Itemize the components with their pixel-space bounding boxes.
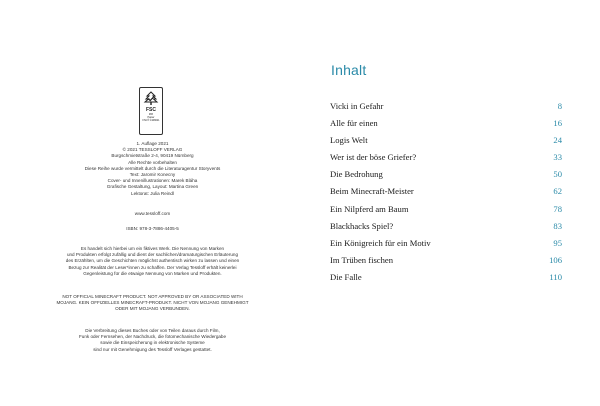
fsc-logo [139,87,163,135]
toc-entry-title: Alle für einen [330,118,378,129]
toc-entry-page: 106 [549,254,562,265]
disclaimer-line: Bezug zur Realität der Leser*innen zu schaffen. Der Verlag Tessloff erhält keinerlei [68,264,237,270]
toc-entry-page: 33 [553,152,562,163]
imprint-line: Grafische Gestaltung, Layout: Martina Green [106,184,199,190]
isbn-text: ISBN: 978-3-7886-4405-5 [126,226,179,231]
toc-entry [330,203,562,220]
toc-entry-title: Beim Minecraft-Meister [330,186,414,197]
toc-entry-page: 110 [549,271,562,282]
toc-entry [330,220,562,237]
disclaimer-line: Es handelt sich hierbei um ein fiktives Werk. Die Nennung von Marken [80,246,225,251]
toc-entry-title: Blackhacks Spiel? [330,220,394,231]
toc-entry [330,185,562,202]
toc-entry-page: 62 [553,186,562,197]
toc-entry-title: Die Falle [330,271,362,282]
minecraft-notice [20,294,285,313]
toc-entry [330,151,562,168]
rights-line: Die Verbreitung dieses Buches oder von Teilen daraus durch Film, [85,328,220,333]
tree-check-icon [143,91,159,106]
toc-entry-page: 50 [553,169,562,180]
toc-entry-page: 16 [553,118,562,129]
disclaimer-line: und Produkten erfolgt zufällig und dient der sachlichen/dramaturgischen Erläuterung [66,252,239,258]
fsc-line2: Papier [147,116,155,119]
notice-line: NOT OFFICIAL MINECRAFT PRODUCT. NOT APPROVED BY OR ASSOCIATED WITH [62,294,243,299]
notice-line: MOJANG. KEIN OFFIZIELLES MINECRAFT-PRODUKT. NICHT VON MOJANG GENEHMIGT [56,300,249,306]
website-text: www.tessloff.com [134,211,171,216]
fsc-line3: FSC® C108021 [142,119,160,122]
imprint-line: Lektorat: Julia Reindl [131,190,174,196]
imprint-line: Burgschmietstraße 2-4, 90419 Nürnberg [111,153,194,159]
toc-entry [330,254,562,271]
imprint-line: © 2021 TESSLOFF VERLAG [122,147,183,153]
toc-entry-title: Wer ist der böse Griefer? [330,152,417,163]
toc-entry-title: Ein Königreich für ein Motiv [330,237,431,248]
toc-entry [330,237,562,254]
toc-title: Inhalt [331,62,367,78]
fsc-line1: MIX [148,113,154,116]
rights-line: Funk oder Fernsehen, der Nachdruck, die fotomechanische Wiedergabe [78,334,227,340]
imprint-line: Diese Reihe wurde vermittelt durch die Literaturagentur Storyvents [84,165,221,171]
toc-entry-page: 8 [557,101,562,111]
toc-entry-title: Logis Welt [330,135,368,146]
toc-entry [330,117,562,134]
toc-entry [330,134,562,151]
imprint-line: Alle Rechte vorbehalten [128,159,177,165]
disclaimer-line: Gegenleistung für die etwaige Nennung von Marken und Produkten. [83,270,222,276]
toc-entry-title: Die Bedrohung [330,169,383,180]
toc-entry-title: Ein Nilpferd am Baum [330,203,409,214]
imprint-line: Cover- und Innenillustrationen: Marek Bláha [107,178,198,184]
toc-entry-page: 24 [553,135,562,146]
rights-line: sowie die Einspeicherung in elektronische Systeme [100,340,205,346]
toc-entry-page: 83 [553,220,562,231]
toc-entry [330,100,562,117]
table-of-contents [330,100,562,288]
disclaimer-line: des Erzählten, um die Geschichten möglichst authentisch wirken zu lassen und einen [65,258,240,264]
toc-entry-title: Vicki in Gefahr [330,101,384,111]
toc-entry-page: 78 [553,203,562,214]
toc-entry [330,271,562,288]
imprint-line: 1. Auflage 2021 [136,141,169,146]
toc-entry [330,168,562,185]
toc-entry-title: Im Trüben fischen [330,254,394,265]
imprint-line: Text: Jaromir Konecny [129,172,176,178]
toc-entry-page: 95 [553,237,562,248]
fsc-brand: FSC [146,107,156,113]
imprint-credits [20,141,285,197]
rights-notice [20,328,285,353]
notice-line: ODER MIT MOJANG VERBUNDEN. [115,306,190,312]
disclaimer-block [20,246,285,277]
rights-line: sind nur mit Genehmigung des Tessloff Verlages gestattet. [93,346,212,352]
